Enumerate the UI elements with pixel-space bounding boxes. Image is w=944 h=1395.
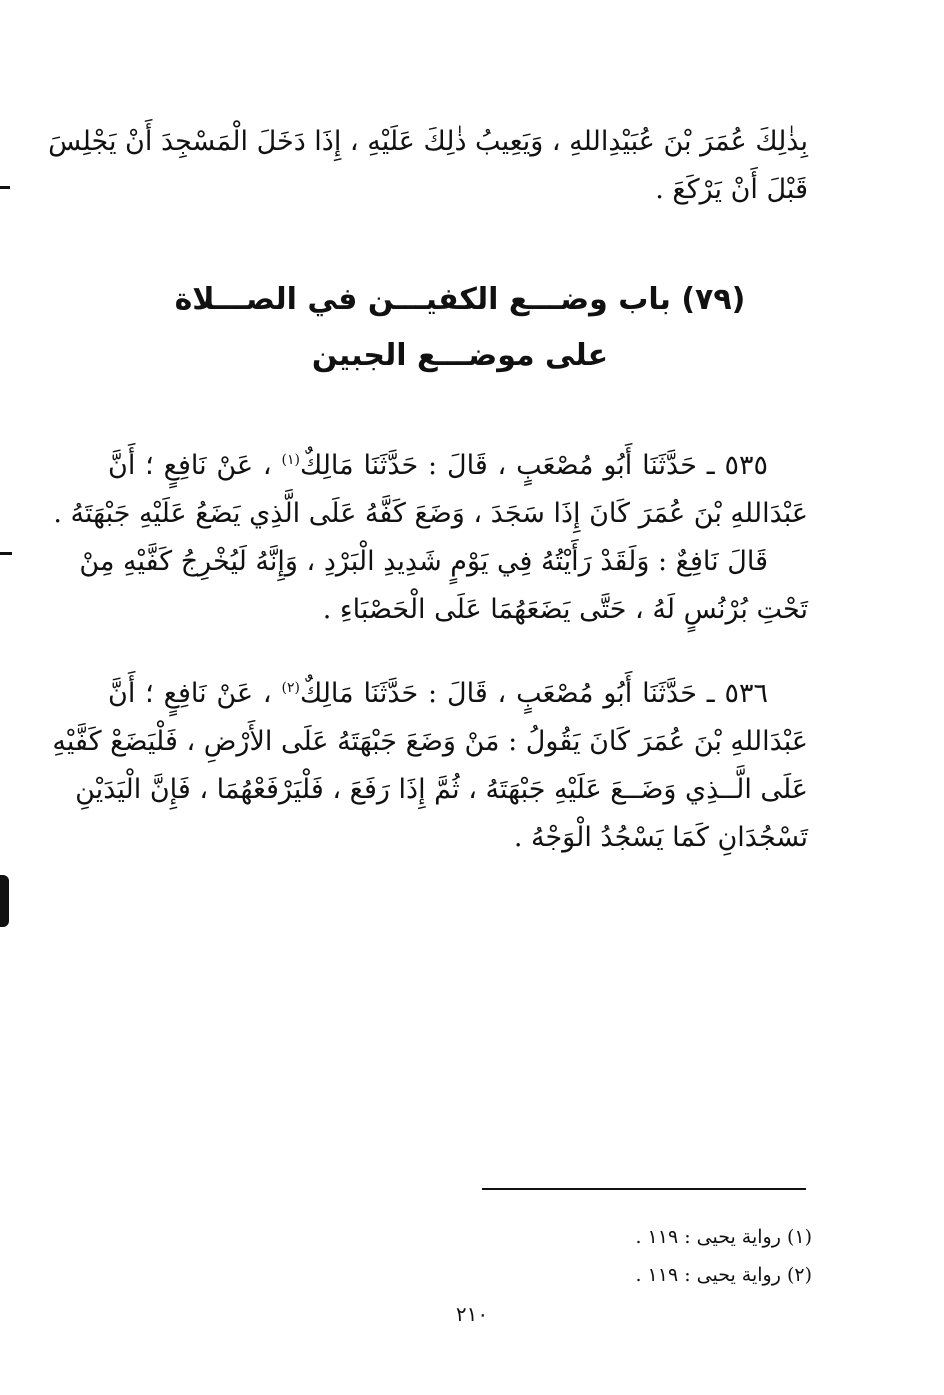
hadith-536-line-4: تَسْجُدَانِ كَمَا يَسْجُدُ الْوَجْهُ . bbox=[513, 822, 808, 853]
footnote-divider bbox=[482, 1188, 806, 1190]
page-number: ٢١٠ bbox=[455, 1302, 489, 1326]
hadith-536-line-3: عَلَى الَّــذِي وَضَــعَ عَلَيْهِ جَبْهَتَهُ ، ثُمَّ إِذَا رَفَعَ ، فَلْيَرْفَعْهُمَا ، فَإِنَّ الْيَدَيْنِ bbox=[75, 774, 808, 805]
footnote-ref-1[interactable]: (١) bbox=[281, 452, 300, 468]
scan-mark-top bbox=[0, 186, 10, 189]
hadith-535 bbox=[53, 442, 808, 634]
footnote-2: (٢) رواية يحيى : ١١٩ . bbox=[635, 1264, 812, 1286]
footnote-1: (١) رواية يحيى : ١١٩ . bbox=[635, 1226, 812, 1248]
hadith-535-line-4: تَحْتِ بُرْنُسٍ لَهُ ، حَتَّى يَضَعَهُمَا عَلَى الْحَصْبَاءِ . bbox=[322, 594, 808, 625]
hadith-536-line-2: عَبْدَاللهِ بْنَ عُمَرَ كَانَ يَقُولُ : مَنْ وَضَعَ جَبْهَتَهُ عَلَى الأَرْضِ ، فَلْيَضَعْ كَفَّيْهِ bbox=[52, 726, 808, 757]
hadith-535-line-3: قَالَ نَافِعٌ : وَلَقَدْ رَأَيْتُهُ فِي يَوْمٍ شَدِيدِ الْبَرْدِ ، وَإِنَّهُ لَيُخْرِجُ كَفَّيْهِ مِنْ bbox=[79, 546, 768, 577]
chapter-heading-line-1: (٧٩) باب وضـــع الكفيـــن في الصـــلاة bbox=[174, 282, 746, 317]
scan-mark-bottom bbox=[0, 875, 9, 927]
hadith-536-line-1-text: ٥٣٦ ـ حَدَّثَنَا أَبُو مُصْعَبٍ ، قَالَ : حَدَّثَنَا مَالِكٌ bbox=[299, 678, 768, 709]
continuation-line-2: قَبْلَ أَنْ يَرْكَعَ . bbox=[655, 174, 808, 205]
hadith-535-line-1-text: ٥٣٥ ـ حَدَّثَنَا أَبُو مُصْعَبٍ ، قَالَ : حَدَّثَنَا مَالِكٌ bbox=[299, 450, 768, 481]
hadith-536 bbox=[52, 670, 808, 862]
hadith-535-line-2: عَبْدَاللهِ بْنَ عُمَرَ كَانَ إِذَا سَجَدَ ، وَضَعَ كَفَّهُ عَلَى الَّذِي يَضَعُ عَلَيْهِ جَبْهَتَهُ . bbox=[53, 498, 808, 529]
scan-mark-middle bbox=[0, 552, 12, 555]
chapter-heading-line-2: على موضـــع الجبين bbox=[311, 338, 609, 373]
chapter-heading bbox=[160, 272, 760, 384]
footnote-ref-2[interactable]: (٢) bbox=[281, 680, 300, 696]
continuation-paragraph bbox=[48, 118, 808, 214]
hadith-535-line-1-end: ، عَنْ نَافِعٍ ؛ أَنَّ bbox=[108, 450, 282, 481]
hadith-536-line-1-end: ، عَنْ نَافِعٍ ؛ أَنَّ bbox=[108, 678, 282, 709]
hadith-536-line-1 bbox=[108, 670, 808, 718]
hadith-535-line-1 bbox=[108, 442, 808, 490]
continuation-line-1: بِذٰلِكَ عُمَرَ بْنَ عُبَيْدِاللهِ ، وَيَعِيبُ ذٰلِكَ عَلَيْهِ ، إِذَا دَخَلَ الْمَسْجِدَ أَنْ يَجْلِسَ bbox=[48, 126, 808, 157]
footnotes bbox=[480, 1218, 812, 1294]
